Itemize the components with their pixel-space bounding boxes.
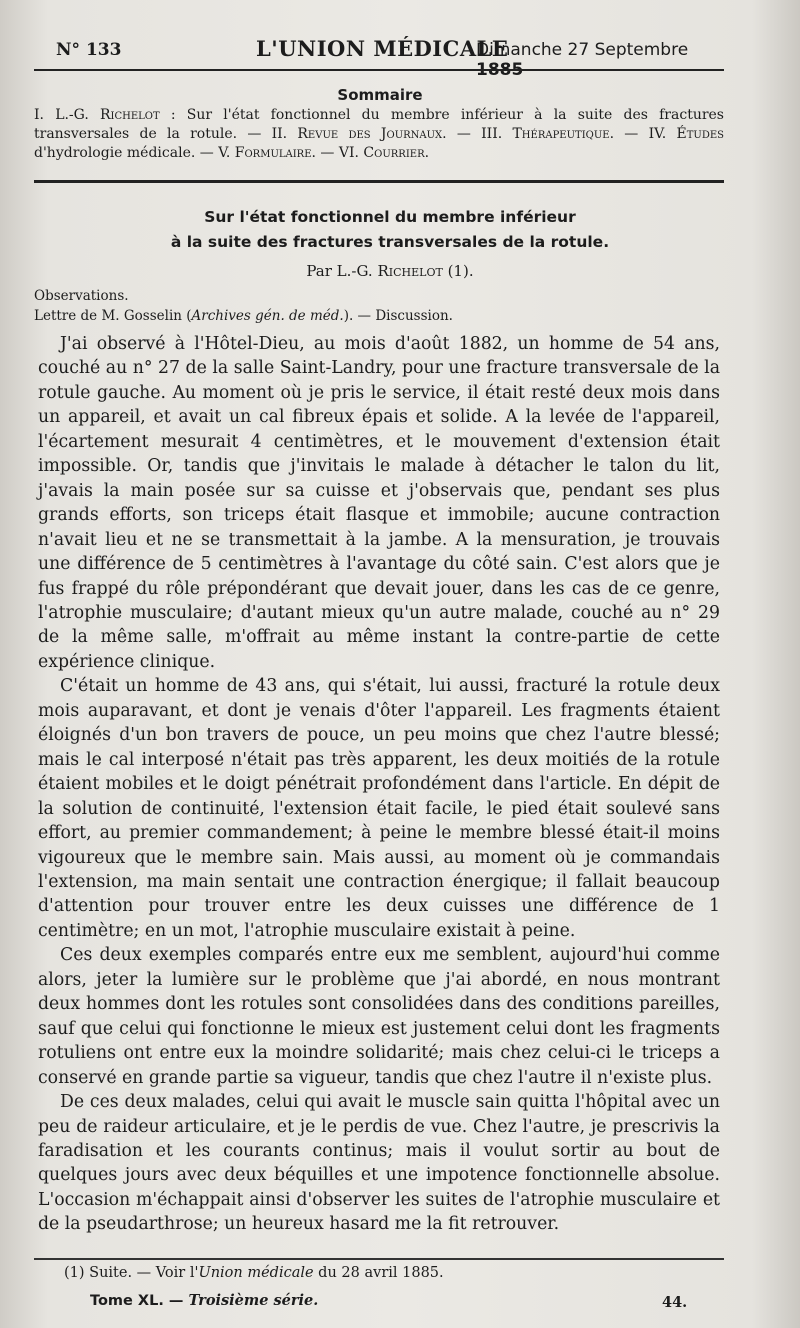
sommaire-item-text: : Sur l'état fonctionnel du membre inférieur à la suite des fractures transversales de la rotule. — II. <box>34 107 724 142</box>
sommaire-author: L.-G. Richelot <box>55 107 160 123</box>
article-paragraph: C'était un homme de 43 ans, qui s'était, lui aussi, fracturé la rotule deux mois auparavant, et dont je venais d'ôter l'appareil. Les fragments étaient éloignés d'un bon travers de pouce, un peu moins que chez l'autre blessé; mais le cal interposé n'était pas très apparent, les deux moitiés de la rotule étaient mobiles et le doigt pénétrait profondément dans l'article. En dépit de la solution de continuité, l'extension était facile, le pied était soulevé sans effort, au premier commandement; à peine le membre blessé était-il moins vigoureux que le membre sain. Mais aussi, au moment où je commandais l'extension, ma main sentait une contraction énergique; il fallait beaucoup d'attention pour trouver entre les deux cuisses une différence de 1 centimètre; en un mot, l'atrophie musculaire existait à peine. <box>38 676 720 941</box>
sommaire-item-formulaire: Formulaire <box>234 145 312 161</box>
sommaire-item-therapeutique: Thérapeutique <box>512 126 610 142</box>
footnote-prefix: (1) Suite. — Voir l' <box>64 1265 199 1281</box>
sommaire-item-courrier: Courrier <box>363 145 425 161</box>
observations-heading: Observations. <box>34 288 129 304</box>
header-divider <box>34 69 724 71</box>
article-body <box>38 332 720 1237</box>
footer-tome <box>90 1292 318 1309</box>
article-subheads <box>34 286 453 326</box>
sommaire-sep: . — IV. <box>609 126 677 142</box>
byline-prefix: Par L.-G. <box>306 262 378 280</box>
sommaire-item-text: d'hydrologie médicale. — V. <box>34 145 235 161</box>
footnote-suffix: du 28 avril 1885. <box>313 1265 444 1281</box>
footnote-divider <box>34 1258 724 1260</box>
sommaire-title: Sommaire <box>337 86 423 104</box>
footnote <box>64 1265 444 1281</box>
letter-suffix: ). — Discussion. <box>343 308 453 324</box>
byline-note: (1). <box>442 262 474 280</box>
issue-date-text: Dimanche 27 Septembre <box>476 40 689 60</box>
article-title-line2: à la suite des fractures transversales de la rotule. <box>170 233 610 251</box>
article-paragraph: J'ai observé à l'Hôtel-Dieu, au mois d'août 1882, un homme de 54 ans, couché au n° 27 de la salle Saint-Landry, pour une fracture transversale de la rotule gauche. Au moment où je pris le service, il était resté deux mois dans un appareil, et avait un cal fibreux épais et solide. A la levée de l'appareil, l'écartement mesurait 4 centimètres, et le mouvement d'extension était impossible. Or, tandis que j'invitais le malade à détacher le talon du lit, j'avais la main posée sur sa cuisse et j'observais que, pendant ses plus grands efforts, son triceps était flasque et immobile; aucune contraction n'avait lieu et ne se transmettait à la jambe. A la mensuration, je trouvais une différence de 5 centimètres à l'avantage du côté sain. C'est alors que je fus frappé du rôle prépondérant que devait jouer, dans les cas de ce genre, l'atrophie musculaire; d'autant mieux qu'un autre malade, couché au n° 29 de la même salle, m'offrait au même instant la contre-partie de cette expérience clinique. <box>38 334 720 672</box>
page-number: 44. <box>662 1294 688 1311</box>
letter-source: Archives gén. de méd. <box>191 308 344 324</box>
issue-date <box>476 40 716 80</box>
footer-serie: Troisième série. <box>188 1292 319 1309</box>
sommaire-sep: . — III. <box>442 126 513 142</box>
letter-prefix: Lettre de M. Gosselin ( <box>34 308 192 324</box>
sommaire-item-revue: Revue des Journaux <box>297 126 443 142</box>
sommaire-item-etudes: Études <box>676 126 724 142</box>
footer-tome-text: Tome XL. — <box>90 1293 189 1309</box>
article-byline <box>0 262 780 280</box>
footnote-journal: Union médicale <box>198 1265 314 1281</box>
byline-author: Richelot <box>377 262 443 280</box>
page-header <box>56 36 716 80</box>
article-paragraph: De ces deux malades, celui qui avait le muscle sain quitta l'hôpital avec un peu de raideur articulaire, et je le perdis de vue. Chez l'autre, je prescrivis la faradisation et les courants continus; mais il voulut sortir au bout de quelques jours avec deux béquilles et une impotence fonctionnelle absolue. L'occasion m'échappait ainsi d'observer les suites de l'atrophie musculaire et de la pseudarthrose; un heureux hasard me la fit retrouver. <box>38 1092 720 1235</box>
sommaire-contents <box>34 106 724 163</box>
sommaire-divider <box>34 180 724 183</box>
journal-title: L'UNION MÉDICALE <box>256 36 509 61</box>
issue-year: 1885 <box>476 60 524 80</box>
sommaire-item-num: I. <box>34 107 56 123</box>
article-paragraph: Ces deux exemples comparés entre eux me semblent, aujourd'hui comme alors, jeter la lumière sur le problème que j'ai abordé, en nous montrant deux hommes dont les rotules sont consolidées dans des conditions pareilles, sauf que celui qui fonctionne le mieux est justement celui dont les fragments rotuliens ont entre eux la moindre solidarité; mais chez celui-ci le triceps a conservé en grande partie sa vigueur, tandis que chez l'autre il n'existe plus. <box>38 945 720 1088</box>
issue-number: N° 133 <box>56 40 122 60</box>
sommaire-sep: . — VI. <box>311 145 364 161</box>
article-title-line1: Sur l'état fonctionnel du membre inférieur <box>204 208 576 226</box>
letter-line <box>34 306 453 326</box>
sommaire-end: . <box>424 145 430 161</box>
